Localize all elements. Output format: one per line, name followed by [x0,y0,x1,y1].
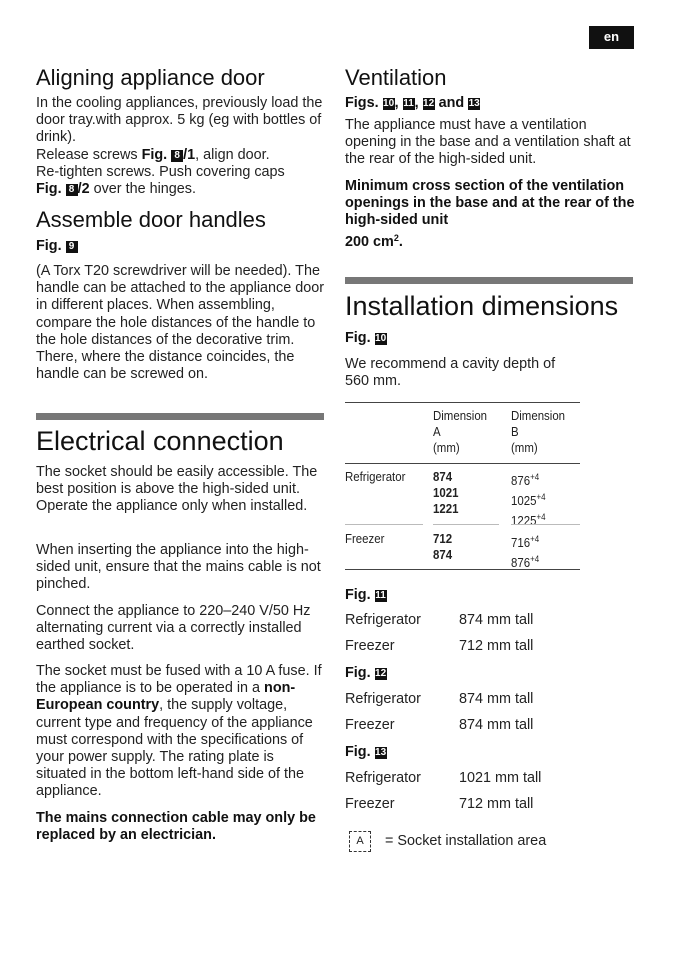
table-row-b-values: $716^{+4}$ $876^{+4}$ [511,534,540,570]
section-divider [36,413,324,420]
fig13-row: Refrigerator 1021 mm tall [345,770,542,786]
fig-12-badge: 12 [375,668,387,679]
table-header-rule [345,463,580,464]
table-row-a-values: 712 874 [433,531,453,562]
aligning-p4: Fig. 8 /2 over the hinges. [36,181,196,198]
table-row-label: Refrigerator [345,469,406,484]
table-row-rule [511,524,580,525]
table-header-a: Dimension A (mm) [433,408,488,455]
handles-fig-label: Fig. 9 [36,238,78,255]
section-divider [345,277,633,284]
install-heading: Installation dimensions [345,291,619,321]
table-header-b: Dimension B (mm) [511,408,566,455]
fig12-row: Freezer 874 mm tall [345,717,534,733]
fig-8-badge: 8 [171,150,183,162]
electrical-p2: When inserting the appliance into the high-sided unit, ensure that the mains cable is not pinched. [36,542,321,593]
table-row-label: Freezer [345,531,385,546]
aligning-p2: Release screws Fig. 8 /1, align door. [36,146,270,163]
handles-heading: Assemble door handles [36,207,266,232]
dimension-table [345,402,580,570]
fig12-row: Refrigerator 874 mm tall [345,691,534,707]
table-row-b-values: $876^{+4}$ $1025^{+4}$ $1225^{+4}$ [511,472,546,528]
fig-10-badge: 10 [375,333,387,344]
aligning-text [36,95,328,198]
ventilation-p2: Minimum cross section of the ventilation openings in the base and at the rear of the high-sided unit 200 $cm^2$. [345,178,635,250]
ventilation-heading: Ventilation [345,65,447,90]
fig13-label: Fig. 13 [345,744,387,760]
electrical-p3: Connect the appliance to 220–240 V/50 Hz alternating current via a correctly installed earthed socket. [36,603,311,654]
electrical-p1: The socket should be easily accessible. The best position is above the high-sided unit. Operate the appliance only when installed. [36,464,318,515]
fig11-row: Freezer 712 mm tall [345,638,534,654]
table-bottom-rule [345,569,580,570]
fig-8-badge: 8 [66,184,78,196]
socket-area-legend: = Socket installation area [385,833,547,849]
install-fig-label: Fig. 10 [345,330,387,346]
electrical-p4: The socket must be fused with a 10 A fuse. If the appliance is to be operated in a non-European country, the supply voltage, current type and frequency of the appliance must correspond with the specifications of your power supply. The rating plate is situated in the bottom left-hand side of the appliance. [36,663,322,800]
fig-11-badge: 11 [375,590,386,601]
aligning-p3: Re-tighten screws. Push covering caps [36,163,285,180]
fig11-row: Refrigerator 874 mm tall [345,612,534,628]
fig-9-badge: 9 [66,241,78,253]
fig11-label: Fig. 11 [345,587,386,603]
fig-13-badge: 13 [375,747,387,758]
electrical-heading: Electrical connection [36,426,284,456]
fig-10-badge: 10 [383,98,395,109]
fig-13-badge: 13 [468,98,480,109]
fig-12-badge: 12 [423,98,435,109]
handles-text: (A Torx T20 screwdriver will be needed). The handle can be attached to the appliance door in different places. When assembling, compare the hole distances of the handle to the hole distances of the decorative trim. There, where the distance coincides, the handle can be screwed on. [36,263,325,383]
fig12-label: Fig. 12 [345,665,387,681]
aligning-p1: In the cooling appliances, previously load the door tray.with approx. 5 kg (eg with bottles of drink). [36,95,323,146]
fig-11-badge: 11 [403,98,414,109]
install-text: We recommend a cavity depth of 560 mm. [345,356,556,390]
table-top-rule [345,402,580,403]
electrical-warning: The mains connection cable may only be replaced by an electrician. [36,810,316,844]
ventilation-p1: The appliance must have a ventilation opening in the base and a ventilation shaft at the rear of the high-sided unit. [345,117,631,168]
fig13-row: Freezer 712 mm tall [345,796,534,812]
aligning-heading: Aligning appliance door [36,65,265,90]
table-row-a-values: 874 1021 1221 [433,469,459,516]
table-row-rule [345,524,423,525]
socket-area-icon: A [349,831,371,852]
language-badge: en [589,26,634,49]
ventilation-figs-label: Figs. 10, 11, 12 and 13 [345,95,480,111]
table-row-rule [433,524,499,525]
